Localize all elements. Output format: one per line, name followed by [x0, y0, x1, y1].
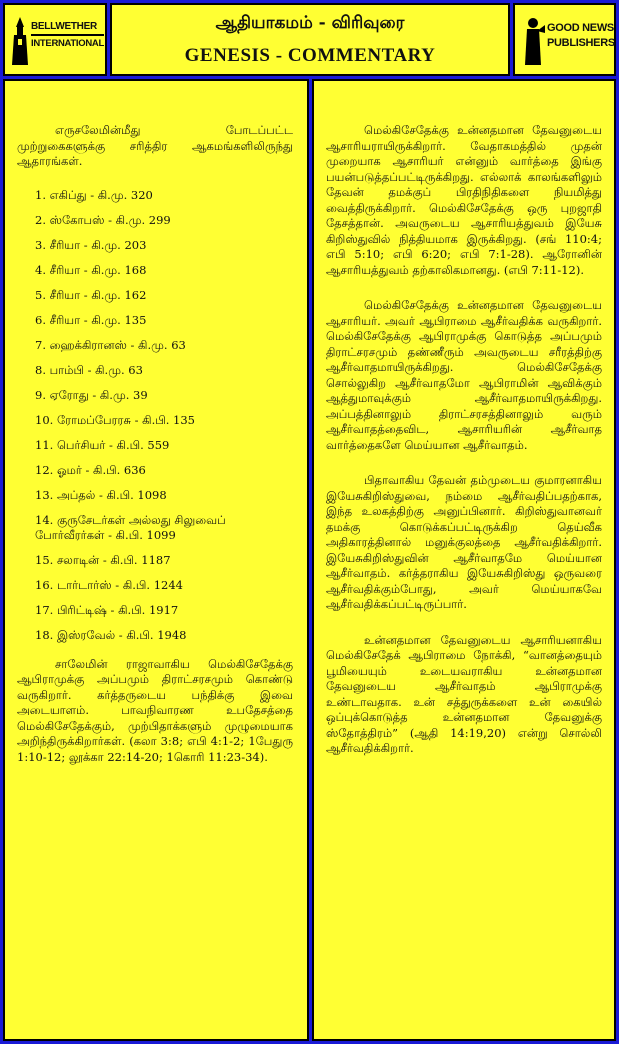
logo-bellwether-line1: BELLWETHER	[31, 19, 104, 36]
siege-list-item: 16. டார்டார்ஸ் - கி.பி. 1244	[35, 577, 183, 592]
header-title-box	[110, 3, 510, 76]
siege-list-item: 13. அப்தல் - கி.பி. 1098	[35, 487, 167, 502]
siege-list-item: 17. பிரிட்டிஷ் - கி.பி. 1917	[35, 602, 179, 617]
siege-list-item: 9. ஏரோது - கி.மு. 39	[35, 387, 148, 402]
commentary-paragraph: உன்னதமான தேவனுடைய ஆசாரியனாகிய மெல்கிசேதேக் ஆபிராமை நோக்கி, “வானத்தையும் பூமியையும் உடையவராகிய உன்னதமான தேவனுடைய ஆசீர்வாதம் ஆபிராமுக்கு உண்டாவதாக. உன் சத்துருக்களை உன் கையில் ஒப்புக்கொடுத்த உன்னதமான தேவனுக்கு ஸ்தோத்திரம்” (ஆதி 14:19,20) என்று சொல்லி ஆசீர்வதிக்கிறார்.	[326, 632, 602, 755]
right-column	[312, 79, 616, 1041]
logo-bellwether	[3, 3, 107, 76]
sieges-list	[17, 188, 293, 643]
siege-list-item: 10. ரோமப்பேரரசு - கி.பி. 135	[35, 412, 196, 427]
siege-list-item: 6. சீரியா - கி.மு. 135	[35, 312, 147, 327]
siege-list-item: 14. குருசேடர்கள் அல்லது சிலுவைப் போர்வீரர்கள் - கி.பி. 1099	[35, 512, 226, 542]
commentary-paragraph: மெல்கிசேதேக்கு உன்னதமான தேவனுடைய ஆசாரியராயிருக்கிறார். வேதாகமத்தில் முதன் முறையாக ஆசாரியர் என்னும் வார்த்தை இங்கு பயன்படுத்தப்பட்டிருக்கிறது. எல்லாக் காலங்களிலும் தேவன் தமக்குப் பிரதிநிதிகளை நியமித்து வைத்திருக்கிறார். மெல்கிசேதேக்கு ஒரு புறஜாதி தேசத்தான். அவருடைய ஆசாரியத்துவம் இயேசு கிறிஸ்துவில் நித்தியமாக இருக்கிறது. (சங் 110:4; எபி 5:10; எபி 6:20; எபி 7:1-28). ஆரோனின் ஆசாரியத்துவம் தற்காலிகமானது. (எபி 7:11-12).	[326, 123, 602, 277]
siege-list-item: 7. ஹைக்கிரானஸ் - கி.மு. 63	[35, 337, 186, 352]
logo-good-news-line1: GOOD NEWS	[547, 22, 614, 34]
trumpet-herald-icon	[521, 15, 545, 65]
siege-list-item: 15. சலாடின் - கி.பி. 1187	[35, 552, 171, 567]
commentary-paragraph: மெல்கிசேதேக்கு உன்னதமான தேவனுடைய ஆசாரியர். அவர் ஆபிராமை ஆசீர்வதிக்க வருகிறார். மெல்கிசேதேக்கு ஆபிராமுக்கு கொடுத்த அப்பமும் திராட்சரசமும் தண்ணீரும் அவருடைய சரீரத்திற்கு ஆசீர்வாதமாயிருக்கிறது. மெல்கிசேதேக்கு சொல்லுகிற ஆசீர்வாதமோ ஆபிராமின் ஆவிக்கும் ஆத்துமாவுக்கும் ஆசீர்வாதமாயிருக்கிறது. அப்பத்தினாலும் திராட்சரசத்தினாலும் வரும் ஆசீர்வாதத்தைவிட, ஆசாரியரின் ஆசீர்வாத வார்த்தைகளே மெய்யான ஆசீர்வாதம்.	[326, 298, 602, 452]
title-tamil: ஆதியாகமம் - விரிவுரை	[215, 13, 405, 33]
siege-list-item: 3. சீரியா - கி.மு. 203	[35, 237, 147, 252]
title-english: GENESIS - COMMENTARY	[184, 45, 436, 66]
logo-good-news-line2: PUBLISHERS	[547, 37, 615, 49]
siege-list-item: 12. ஓமர் - கி.பி. 636	[35, 462, 146, 477]
bell-tower-icon	[11, 17, 29, 65]
siege-list-item: 8. பாம்பி - கி.மு. 63	[35, 362, 143, 377]
sieges-intro: எருசலேமின்மீது போடப்பட்ட முற்றுகைகளுக்கு சரித்திர ஆகமங்களிலிருந்து ஆதாரங்கள்.	[17, 123, 293, 168]
siege-list-item: 2. ஸ்கோபஸ் - கி.மு. 299	[35, 212, 171, 227]
siege-list-item: 18. இஸ்ரவேல் - கி.பி. 1948	[35, 627, 187, 642]
logo-good-news	[513, 3, 616, 76]
commentary-paragraph: பிதாவாகிய தேவன் தம்முடைய குமாரனாகிய இயேசுகிறிஸ்துவை, நம்மை ஆசீர்வதிப்பதற்காக, இந்த உலகத்திற்கு அனுப்பினார். கிறிஸ்துவானவர் தமக்கு கொடுக்கப்பட்டிருக்கிற தெய்வீக அதிகாரத்தினால் மனுக்குலத்தை ஆசீர்வதிக்கிறார். இயேசுகிறிஸ்துவின் ஆசீர்வாதமே மெய்யான ஆசீர்வாதம். கர்த்தராகிய இயேசுகிறிஸ்து ஒருவரை ஆசீர்வதிக்கும்போது, அவர் மெய்யாகவே ஆசீர்வதிக்கப்பட்டிருப்பார்.	[326, 473, 602, 611]
left-column	[3, 79, 309, 1041]
logo-bellwether-text	[31, 19, 104, 51]
siege-list-item: 5. சீரியா - கி.மு. 162	[35, 287, 147, 302]
siege-list-item: 4. சீரியா - கி.மு. 168	[35, 262, 147, 277]
siege-list-item: 11. பெர்சியர் - கி.பி. 559	[35, 437, 170, 452]
siege-list-item: 1. எகிப்து - கி.மு. 320	[35, 187, 153, 202]
logo-bellwether-line2: INTERNATIONAL	[31, 38, 104, 49]
logo-good-news-text	[547, 21, 615, 51]
melchizedek-bread-wine-paragraph: சாலேமின் ராஜாவாகிய மெல்கிசேதேக்கு ஆபிராமுக்கு அப்பமும் திராட்சரசமும் கொண்டு வருகிறார். கர்த்தருடைய பந்திக்கு இவை அடையாளம். பாவநிவாரண உபதேசத்தை மெல்கிசேதேக்கும், முற்பிதாக்களும் முழுமையாக அறிந்திருக்கிறார்கள். (கலா 3:8; எபி 4:1-2; 1பேதுரு 1:10-12; லூக்கா 22:14-20; 1கொரி 11:23-34).	[17, 656, 293, 764]
